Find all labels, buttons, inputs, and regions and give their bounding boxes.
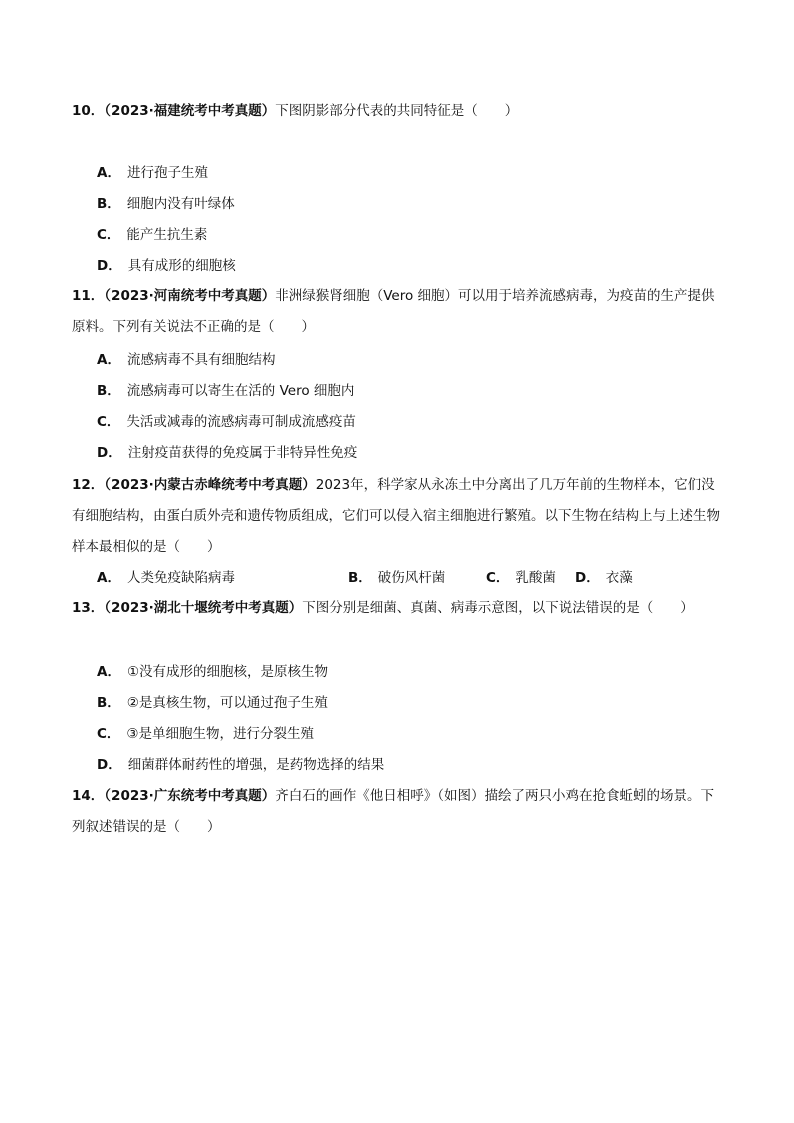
option-label: A． — [97, 570, 121, 586]
question-10-option-c[interactable] — [97, 225, 207, 245]
question-text: 齐白石的画作《他日相呼》（如图）描绘了两只小鸡在抢食蚯蚓的场景。下列叙述错误的是（ ） — [72, 788, 714, 835]
option-text: 流感病毒不具有细胞结构 — [126, 352, 276, 368]
question-number: 14． — [72, 788, 105, 804]
option-text: 能产生抗生素 — [126, 227, 208, 243]
question-text: 2023年，科学家从永冻土中分离出了几万年前的生物样本，它们没有细胞结构，由蛋白质外壳和遗传物质组成，它们可以侵入宿主细胞进行繁殖。以下生物在结构上与上述生物样本最相似的是（ ） — [72, 477, 720, 555]
option-label: A． — [97, 352, 121, 368]
option-text: 细胞内没有叶绿体 — [126, 196, 235, 212]
question-11-stem — [72, 281, 722, 343]
question-12-option-a[interactable] — [97, 568, 235, 588]
option-label: D． — [97, 258, 122, 274]
question-source: （2023·湖北十堰统考中考真题） — [104, 600, 303, 616]
option-label: B． — [97, 196, 121, 212]
question-10-option-a[interactable] — [97, 163, 208, 183]
question-13-option-b[interactable] — [97, 693, 328, 713]
question-source: （2023·河南统考中考真题） — [104, 288, 276, 304]
question-number: 12． — [72, 477, 105, 493]
option-label: D． — [575, 570, 600, 586]
question-12-stem — [72, 470, 722, 563]
question-14-stem — [72, 781, 722, 843]
option-label: C． — [97, 227, 121, 243]
question-number: 10． — [72, 103, 105, 119]
option-text: 失活或减毒的流感病毒可制成流感疫苗 — [126, 414, 356, 430]
question-11-option-b[interactable] — [97, 381, 354, 401]
question-10-stem — [72, 96, 722, 127]
option-label: A． — [97, 165, 121, 181]
option-text: 细菌群体耐药性的增强，是药物选择的结果 — [127, 757, 385, 773]
option-text: 流感病毒可以寄生在活的 Vero 细胞内 — [126, 383, 355, 399]
question-13-option-a[interactable] — [97, 662, 328, 682]
option-text: ①没有成形的细胞核，是原核生物 — [126, 664, 329, 680]
question-12-option-d[interactable] — [575, 568, 633, 588]
question-source: （2023·广东统考中考真题） — [104, 788, 276, 804]
option-text: ③是单细胞生物，进行分裂生殖 — [126, 726, 315, 742]
option-text: 破伤风杆菌 — [377, 570, 446, 586]
question-text: 下图阴影部分代表的共同特征是（ ） — [275, 103, 519, 119]
option-label: B． — [348, 570, 372, 586]
question-text: 非洲绿猴肾细胞（Vero 细胞）可以用于培养流感病毒，为疫苗的生产提供原料。下列有关说法不正确的是（ ） — [72, 288, 715, 335]
option-label: A． — [97, 664, 121, 680]
question-12-option-b[interactable] — [348, 568, 445, 588]
question-13-option-c[interactable] — [97, 724, 314, 744]
option-label: C． — [97, 726, 121, 742]
question-11-option-d[interactable] — [97, 443, 357, 463]
option-text: 进行孢子生殖 — [126, 165, 208, 181]
option-text: 注射疫苗获得的免疫属于非特异性免疫 — [127, 445, 358, 461]
option-label: C． — [97, 414, 121, 430]
option-text: ②是真核生物，可以通过孢子生殖 — [126, 695, 328, 711]
question-13-option-d[interactable] — [97, 755, 384, 775]
option-label: B． — [97, 383, 121, 399]
question-11-option-a[interactable] — [97, 350, 275, 370]
question-text: 下图分别是细菌、真菌、病毒示意图，以下说法错误的是（ ） — [302, 600, 694, 616]
question-number: 11． — [72, 288, 105, 304]
option-label: B． — [97, 695, 121, 711]
question-10-option-b[interactable] — [97, 194, 235, 214]
option-text: 衣藻 — [605, 570, 633, 586]
question-number: 13． — [72, 600, 105, 616]
option-label: D． — [97, 757, 122, 773]
question-11-option-c[interactable] — [97, 412, 356, 432]
question-source: （2023·内蒙古赤峰统考中考真题） — [104, 477, 316, 493]
question-source: （2023·福建统考中考真题） — [104, 103, 276, 119]
option-label: D． — [97, 445, 122, 461]
question-10-option-d[interactable] — [97, 256, 236, 276]
option-label: C． — [486, 570, 510, 586]
option-text: 具有成形的细胞核 — [127, 258, 236, 274]
question-13-stem — [72, 593, 722, 624]
question-12-option-c[interactable] — [486, 568, 556, 588]
option-text: 人类免疫缺陷病毒 — [126, 570, 235, 586]
option-text: 乳酸菌 — [515, 570, 556, 586]
